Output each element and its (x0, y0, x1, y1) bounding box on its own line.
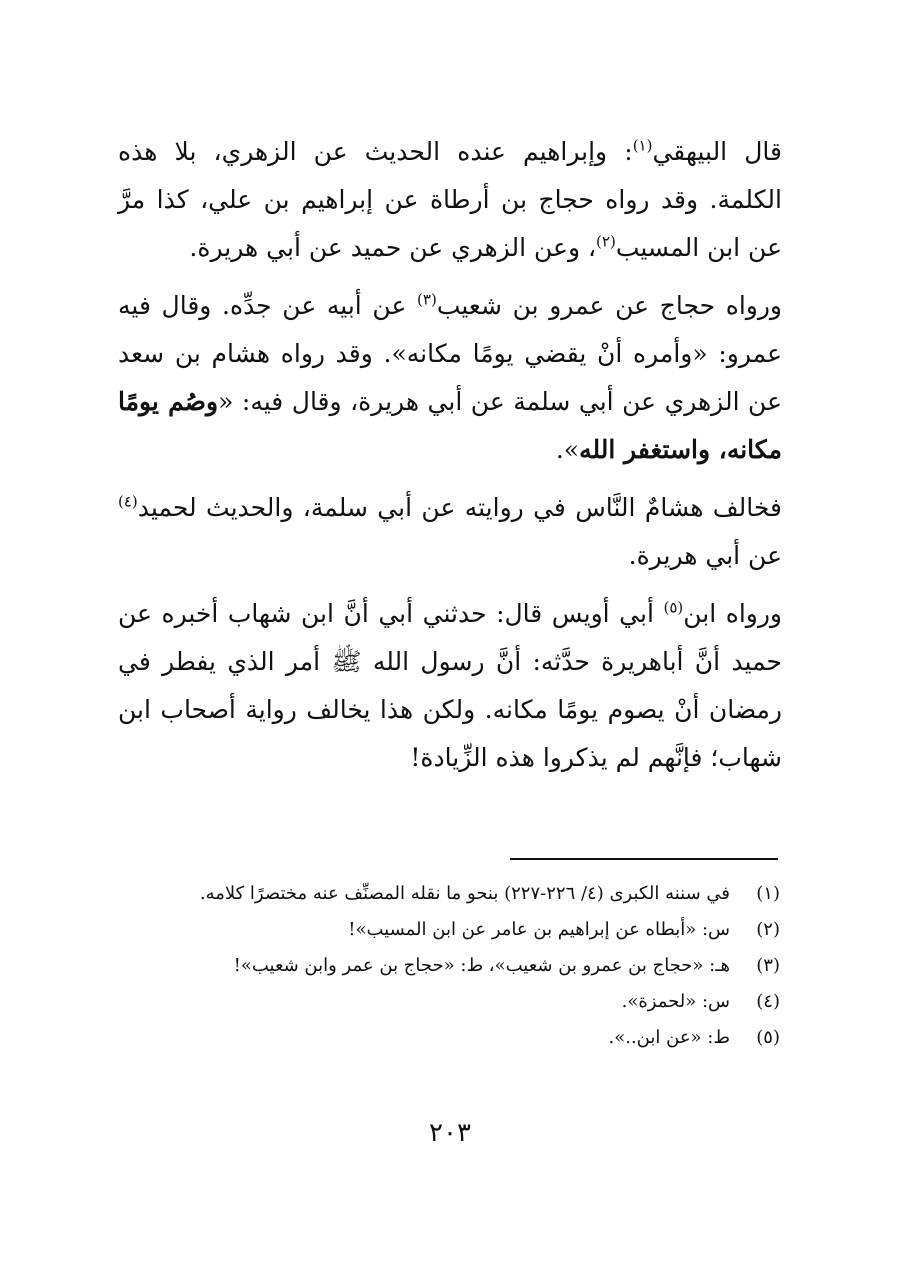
footnote-number: (٥) (756, 1027, 780, 1048)
footnote-ref: (٥) (663, 598, 684, 617)
text-segment: ». (555, 435, 580, 464)
paragraph (118, 484, 782, 580)
text-segment: أبي أويس قال: حدثني أبي أنَّ ابن شهاب أخبره عن حميد أنَّ أباهريرة حدَّثه: أنَّ رسول الله ﷺ أمر الذي يفطر في رمضان أنْ يصوم يومًا مكانه. ولكن هذا يخالف رواية أصحاب ابن شهاب؛ فإنَّهم لم يذكروا هذه الزِّيادة! (118, 599, 782, 772)
footnote-number: (٢) (756, 919, 780, 940)
paragraph (118, 282, 782, 474)
footnote-ref: (١) (632, 136, 653, 155)
footnote-item (120, 876, 780, 912)
footnote-text: س: «أبطاه عن إبراهيم بن عامر عن ابن المسيب»! (348, 919, 730, 940)
footnote-ref: (٣) (417, 290, 437, 309)
text-segment: ورواه حجاج عن عمرو بن شعيب (436, 291, 782, 320)
footnote-item (120, 1020, 780, 1056)
footnote-text: في سننه الكبرى (٤/ ٢٢٦-٢٢٧) بنحو ما نقله المصنِّف عنه مختصرًا كلامه. (199, 883, 730, 904)
text-segment: ورواه ابن (683, 599, 782, 628)
footnote-text: ط: «عن ابن..». (608, 1027, 730, 1048)
footnote-text: هـ: «حجاج بن عمرو بن شعيب»، ط: «حجاج بن عمر وابن شعيب»! (233, 955, 730, 976)
footnote-item (120, 984, 780, 1020)
text-segment: ، وعن الزهري عن حميد عن أبي هريرة. (189, 233, 597, 262)
text-segment: فخالف هشامٌ النَّاس في روايته عن أبي سلمة، والحديث لحميد (137, 493, 782, 522)
footnote-item (120, 912, 780, 948)
footnote-separator (510, 858, 778, 860)
footnote-item (120, 948, 780, 984)
footnote-number: (٤) (756, 991, 780, 1012)
footnote-number: (١) (756, 883, 780, 904)
paragraph (118, 590, 782, 782)
page-number: ٢٠٣ (429, 1118, 471, 1148)
text-segment: عن أبيه عن جدِّه. وقال فيه عمرو: «وأمره أنْ يقضي يومًا مكانه». وقد رواه هشام بن سعد عن الزهري عن أبي سلمة عن أبي هريرة، وقال فيه: « (118, 291, 782, 416)
paragraph (118, 128, 782, 272)
text-segment: عن أبي هريرة. (628, 541, 782, 570)
footnote-ref: (٤) (118, 492, 138, 511)
footnotes-list (120, 876, 780, 1056)
text-segment: قال البيهقي (652, 137, 782, 166)
footnote-text: س: «لحمزة». (621, 991, 730, 1012)
bold-quote: وصُم يومًا مكانه، واستغفر الله (118, 387, 782, 464)
main-text (118, 128, 782, 792)
text-segment: : وإبراهيم عنده الحديث عن الزهري، بلا هذه الكلمة. وقد رواه حجاج بن أرطاة عن إبراهيم بن علي، كذا مرَّ عن ابن المسيب (118, 137, 782, 262)
footnote-number: (٣) (756, 955, 780, 976)
footnote-ref: (٢) (596, 232, 616, 251)
